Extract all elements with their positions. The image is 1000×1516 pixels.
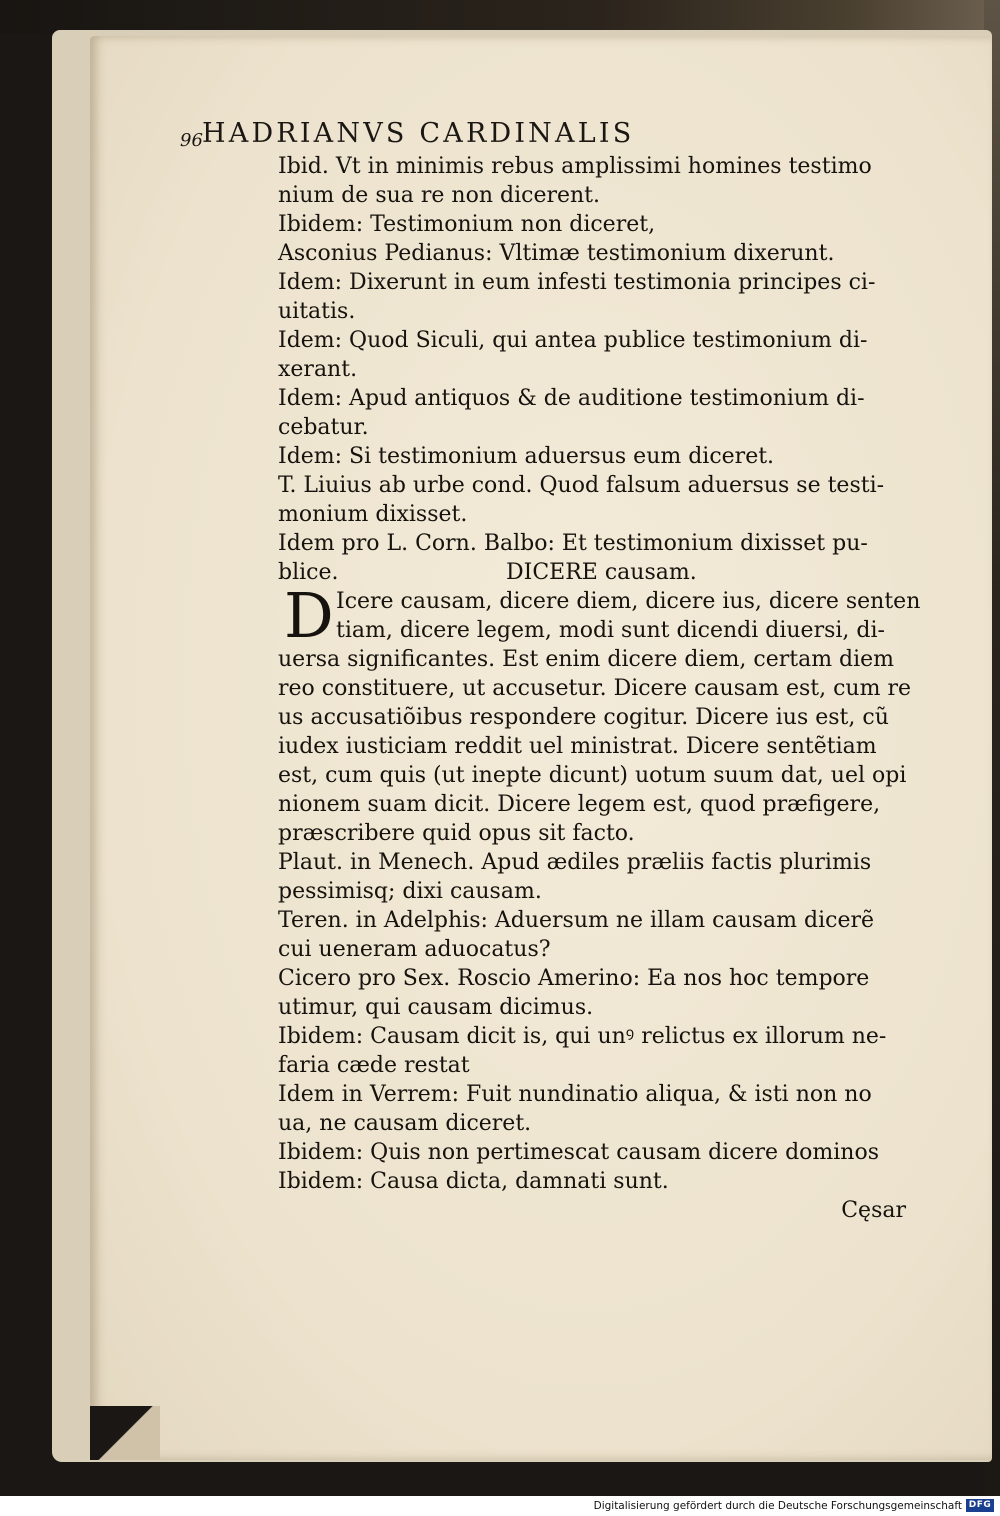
text-line: uitatis.: [278, 299, 356, 324]
page-header: [180, 118, 900, 154]
text-line: Idem: Si testimonium aduersus eum diceret.: [278, 444, 775, 469]
text-line: T. Liuius ab urbe cond. Quod falsum aduersus se testi-: [278, 473, 885, 498]
body-line: præscribere quid opus sit facto.: [278, 821, 635, 846]
body-line: iudex iusticiam reddit uel ministrat. Dicere sentẽtiam: [278, 734, 877, 759]
body-line: us accusatiõibus respondere cogitur. Dicere ius est, cũ: [278, 705, 889, 730]
footer-bar: [0, 1496, 1000, 1516]
body-line: Cicero pro Sex. Roscio Amerino: Ea nos hoc tempore: [278, 966, 870, 991]
text-line: Idem: Dixerunt in eum infesti testimonia principes ci-: [278, 270, 876, 295]
funding-credit: Digitalisierung gefördert durch die Deutsche Forschungsgemeinschaft: [593, 1500, 962, 1512]
text-line: Idem pro L. Corn. Balbo: Et testimonium dixisset pu-: [278, 531, 868, 556]
running-title: HADRIANVS CARDINALIS: [202, 118, 635, 149]
body-line: reo constituere, ut accusetur. Dicere causam est, cum re: [278, 676, 911, 701]
drop-initial: D: [284, 579, 334, 652]
binding-edge-top: [0, 0, 1000, 34]
text-line: xerant.: [278, 357, 358, 382]
section-body: [278, 579, 921, 1196]
body-line: Icere causam, dicere diem, dicere ius, dicere senten: [336, 589, 921, 614]
catchword: Cęsar: [841, 1198, 906, 1223]
text-block: [278, 152, 921, 1225]
dfg-logo[interactable]: DFG: [966, 1499, 994, 1512]
body-line: tiam, dicere legem, modi sunt dicendi diuersi, di-: [336, 618, 885, 643]
text-line-prefix: blice.: [278, 560, 339, 585]
body-line: Ibidem: Quis non pertimescat causam dicere dominos: [278, 1140, 880, 1165]
body-line: nionem suam dicit. Dicere legem est, quod præfigere,: [278, 792, 881, 817]
text-line: cebatur.: [278, 415, 369, 440]
body-line: cui ueneram aduocatus?: [278, 937, 551, 962]
body-line: utimur, qui causam dicimus.: [278, 995, 594, 1020]
text-line: monium dixisset.: [278, 502, 468, 527]
section-heading: DICERE causam.: [506, 560, 697, 585]
body-line: faria cæde restat: [278, 1053, 470, 1078]
folded-corner: [90, 1406, 160, 1460]
text-line: Idem: Apud antiquos & de auditione testimonium di-: [278, 386, 865, 411]
body-line: Idem in Verrem: Fuit nundinatio aliqua, & isti non no: [278, 1082, 872, 1107]
body-line: uersa significantes. Est enim dicere diem, certam diem: [278, 647, 895, 672]
body-line: est, cum quis (ut inepte dicunt) uotum suum dat, uel opi: [278, 763, 907, 788]
text-line: Asconius Pedianus: Vltimæ testimonium dixerunt.: [278, 241, 835, 266]
text-line: Idem: Quod Siculi, qui antea publice testimonium di-: [278, 328, 868, 353]
text-line: nium de sua re non dicerent.: [278, 183, 600, 208]
body-line: ua, ne causam diceret.: [278, 1111, 532, 1136]
text-line: Ibid. Vt in minimis rebus amplissimi homines testimo: [278, 154, 872, 179]
heading-line: [278, 558, 918, 587]
text-line: Ibidem: Testimonium non diceret,: [278, 212, 656, 237]
body-line: Ibidem: Causam dicit is, qui unꝰ relictus ex illorum ne-: [278, 1024, 887, 1049]
body-line: Ibidem: Causa dicta, damnati sunt.: [278, 1169, 669, 1194]
body-line: pessimisq; dixi causam.: [278, 879, 542, 904]
page-number: 96: [180, 130, 203, 151]
body-line: Plaut. in Menech. Apud ædiles præliis factis plurimis: [278, 850, 872, 875]
body-line: Teren. in Adelphis: Aduersum ne illam causam dicerẽ: [278, 908, 874, 933]
